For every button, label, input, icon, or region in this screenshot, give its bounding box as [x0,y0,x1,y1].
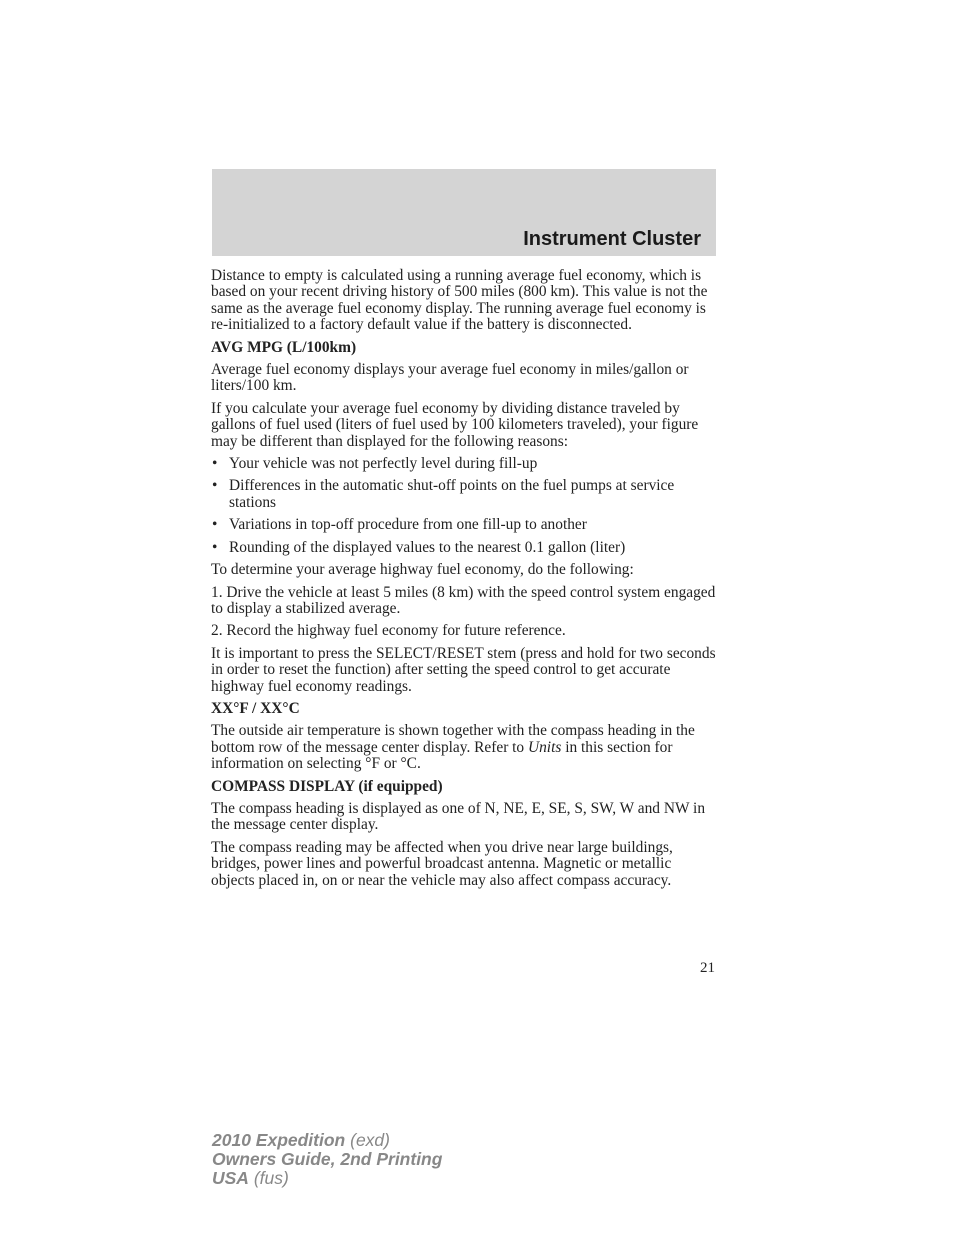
list-item [211,517,717,533]
list-item [211,478,717,511]
paragraph-distance-to-empty: Distance to empty is calculated using a running average fuel economy, which is based on your recent driving history of 500 miles (800 km). This value is not the same as the average fuel economy display. The running average fuel economy is re-initialized to a factory default value if the battery is disconnected. [211,267,708,334]
list-item [211,456,717,472]
footer-model-code: (exd) [345,1130,390,1150]
list-item-text: Differences in the automatic shut-off points on the fuel pumps at service stations [229,477,675,511]
page-number: 21 [700,960,715,976]
list-item [211,540,717,556]
paragraph-select-reset: It is important to press the SELECT/RESET stem (press and hold for two seconds in order to reset the function) after setting the speed control to get accurate highway fuel economy readings. [211,644,716,695]
section-title: Instrument Cluster [523,228,701,250]
bullet-symbol: • [212,455,218,473]
paragraph-compass-accuracy: The compass reading may be affected when you drive near large buildings, bridges, power lines and powerful broadcast antenna. Magnetic or metallic objects placed in, on or near the vehicle may also affect compass accuracy. [211,838,673,889]
units-reference: Units [527,738,562,756]
heading-avg-mpg: AVG MPG (L/100km) [211,338,357,356]
bullet-symbol: • [212,538,218,556]
heading-compass-display: COMPASS DISPLAY (if equipped) [211,777,443,795]
bullet-symbol: • [212,477,218,495]
footer-publication-info [212,1131,442,1188]
footer-market-code: (fus) [248,1168,289,1188]
reasons-list [211,456,717,556]
text-run: The outside air temperature is shown together with the compass heading in the bottom row of the message center display. Refer to [211,722,695,756]
step-2: 2. Record the highway fuel economy for future reference. [211,622,566,640]
text-run: in this section for information on selecting °F or °C. [211,738,673,773]
list-item-text: Rounding of the displayed values to the nearest 0.1 gallon (liter) [229,538,626,556]
bullet-symbol: • [212,516,218,534]
paragraph-avg-fuel-economy: Average fuel economy displays your average fuel economy in miles/gallon or liters/100 km. [211,361,689,395]
paragraph-outside-temperature [211,723,717,772]
body-content [211,268,717,895]
footer-line-3 [212,1169,442,1188]
footer-model: 2010 Expedition [212,1130,346,1150]
paragraph-calculate-reasons: If you calculate your average fuel economy by dividing distance traveled by gallons of fuel used (liters of fuel used by 100 kilometers traveled), your figure may be different than displayed for the following reasons: [211,399,699,450]
section-header-band [212,169,716,256]
step-1: 1. Drive the vehicle at least 5 miles (8 km) with the speed control system engaged to display a stabilized average. [211,583,716,617]
paragraph-highway-intro: To determine your average highway fuel economy, do the following: [211,561,634,579]
footer-market: USA [212,1168,249,1188]
heading-temperature: XX°F / XX°C [211,699,300,717]
footer-line-1 [212,1131,442,1150]
paragraph-compass-heading: The compass heading is displayed as one of N, NE, E, SE, S, SW, W and NW in the message center display. [211,799,706,834]
list-item-text: Your vehicle was not perfectly level during fill-up [229,455,538,473]
footer-line-2: Owners Guide, 2nd Printing [212,1149,443,1169]
list-item-text: Variations in top-off procedure from one fill-up to another [229,516,587,534]
